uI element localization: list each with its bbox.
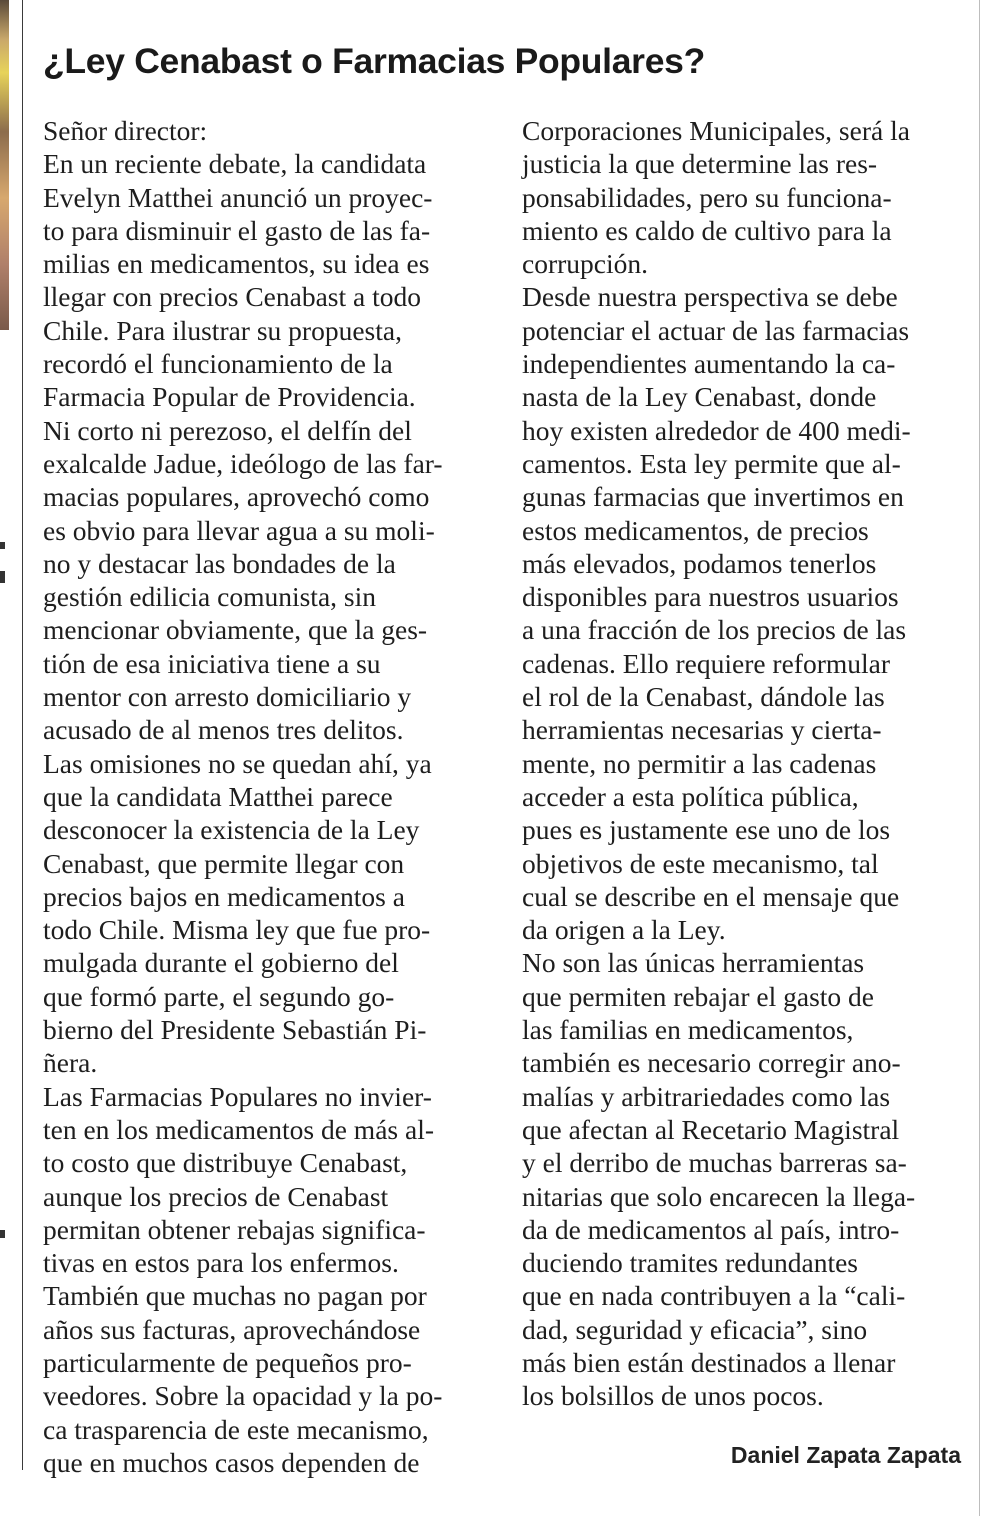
text-line: estos medicamentos, de precios: [522, 514, 869, 546]
text-line: no y destacar las bondades de la: [43, 547, 396, 579]
text-line: mencionar obviamente, que la ges-: [43, 614, 428, 646]
text-line: más elevados, podamos tenerlos: [522, 547, 877, 579]
text-line: que en muchos casos dependen de: [43, 1446, 420, 1478]
text-line: No son las únicas herramientas: [522, 947, 865, 979]
column-rule-right: [979, 0, 980, 1516]
text-line: tivas en estos para los enfermos.: [43, 1247, 399, 1279]
text-line: acusado de al menos tres delitos.: [43, 714, 404, 746]
text-line: También que muchas no pagan por: [43, 1280, 427, 1312]
text-line: disponibles para nuestros usuarios: [522, 581, 899, 613]
text-line: el rol de la Cenabast, dándole las: [522, 681, 885, 713]
text-line: milias en medicamentos, su idea es: [43, 248, 430, 280]
text-line: veedores. Sobre la opacidad y la po-: [43, 1380, 443, 1412]
text-line: duciendo tramites redundantes: [522, 1247, 859, 1279]
text-line: malías y arbitrariedades como las: [522, 1080, 891, 1112]
article-title: ¿Ley Cenabast o Farmacias Populares?: [43, 41, 705, 81]
edge-mark: [0, 571, 5, 583]
text-line: también es necesario corregir ano-: [522, 1047, 901, 1079]
text-line: da de medicamentos al país, intro-: [522, 1213, 900, 1245]
text-line: que afectan al Recetario Magistral: [522, 1113, 900, 1145]
text-line: que formó parte, el segundo go-: [43, 980, 395, 1012]
text-line: llegar con precios Cenabast a todo: [43, 281, 421, 313]
text-line: que la candidata Matthei parece: [43, 780, 393, 812]
text-line: Ni corto ni perezoso, el delfín del: [43, 414, 412, 446]
text-line: objetivos de este mecanismo, tal: [522, 847, 879, 879]
text-line: to para disminuir el gasto de las fa-: [43, 214, 431, 246]
text-line: que permiten rebajar el gasto de: [522, 980, 874, 1012]
text-line: ponsabilidades, pero su funciona-: [522, 181, 892, 213]
text-line: desconocer la existencia de la Ley: [43, 814, 420, 846]
text-line: ca trasparencia de este mecanismo,: [43, 1413, 429, 1445]
text-line: y el derribo de muchas barreras sa-: [522, 1147, 907, 1179]
text-line: gunas farmacias que invertimos en: [522, 481, 904, 513]
text-line: recordó el funcionamiento de la: [43, 348, 393, 380]
text-line: miento es caldo de cultivo para la: [522, 214, 892, 246]
text-line: más bien están destinados a llenar: [522, 1346, 896, 1378]
text-line: Señor director:: [43, 115, 208, 146]
text-line: Evelyn Matthei anunció un proyec-: [43, 181, 433, 213]
text-line: Chile. Para ilustrar su propuesta,: [43, 314, 402, 346]
text-line: to costo que distribuye Cenabast,: [43, 1147, 408, 1179]
text-line: camentos. Esta ley permite que al-: [522, 447, 901, 479]
article-body-right-column: [522, 114, 970, 1413]
text-line: bierno del Presidente Sebastián Pi-: [43, 1014, 427, 1046]
text-line: pues es justamente ese uno de los: [522, 814, 891, 846]
text-line: En un reciente debate, la candidata: [43, 148, 427, 180]
text-line: es obvio para llevar agua a su moli-: [43, 514, 435, 546]
text-line: particularmente de pequeños pro-: [43, 1346, 412, 1378]
text-line: dad, seguridad y eficacia”, sino: [522, 1313, 868, 1345]
author-signature: Daniel Zapata Zapata: [730, 1442, 961, 1468]
adjacent-photo-edge: [0, 0, 9, 330]
text-line: que en nada contribuyen a la “cali-: [522, 1280, 906, 1312]
text-line: nasta de la Ley Cenabast, donde: [522, 381, 877, 413]
text-line: Corporaciones Municipales, será la: [522, 115, 910, 146]
text-line: Cenabast, que permite llegar con: [43, 847, 405, 879]
text-line: acceder a esta política pública,: [522, 780, 859, 812]
text-line: corrupción.: [522, 248, 648, 280]
text-line: tión de esa iniciativa tiene a su: [43, 647, 381, 679]
text-line: los bolsillos de unos pocos.: [522, 1380, 824, 1412]
text-line: cadenas. Ello requiere reformular: [522, 647, 891, 679]
text-line: Desde nuestra perspectiva se debe: [522, 281, 898, 313]
edge-mark: [0, 1230, 5, 1238]
text-line: cual se describe en el mensaje que: [522, 880, 900, 912]
text-line: ñera.: [43, 1047, 98, 1079]
text-line: exalcalde Jadue, ideólogo de las far-: [43, 447, 443, 479]
text-line: ten en los medicamentos de más al-: [43, 1113, 434, 1145]
text-line: aunque los precios de Cenabast: [43, 1180, 389, 1212]
text-line: mulgada durante el gobierno del: [43, 947, 399, 979]
edge-mark: [0, 542, 5, 549]
text-line: mente, no permitir a las cadenas: [522, 747, 877, 779]
text-line: da origen a la Ley.: [522, 914, 726, 946]
text-line: justicia la que determine las res-: [522, 148, 878, 180]
text-line: todo Chile. Misma ley que fue pro-: [43, 914, 431, 946]
text-line: herramientas necesarias y cierta-: [522, 714, 882, 746]
text-line: Farmacia Popular de Providencia.: [43, 381, 416, 413]
text-line: permitan obtener rebajas significa-: [43, 1213, 426, 1245]
text-line: Las omisiones no se quedan ahí, ya: [43, 747, 432, 779]
text-line: precios bajos en medicamentos a: [43, 880, 405, 912]
text-line: gestión edilicia comunista, sin: [43, 581, 376, 613]
text-line: hoy existen alrededor de 400 medi-: [522, 414, 911, 446]
text-line: Las Farmacias Populares no invier-: [43, 1080, 432, 1112]
text-line: potenciar el actuar de las farmacias: [522, 314, 910, 346]
text-line: las familias en medicamentos,: [522, 1014, 854, 1046]
text-line: a una fracción de los precios de las: [522, 614, 907, 646]
column-rule-left: [22, 0, 23, 1470]
text-line: macias populares, aprovechó como: [43, 481, 430, 513]
text-line: años sus facturas, aprovechándose: [43, 1313, 421, 1345]
text-line: nitarias que solo encarecen la llega-: [522, 1180, 916, 1212]
article-body-left-column: [43, 114, 491, 1479]
text-line: independientes aumentando la ca-: [522, 348, 896, 380]
text-line: mentor con arresto domiciliario y: [43, 681, 412, 713]
